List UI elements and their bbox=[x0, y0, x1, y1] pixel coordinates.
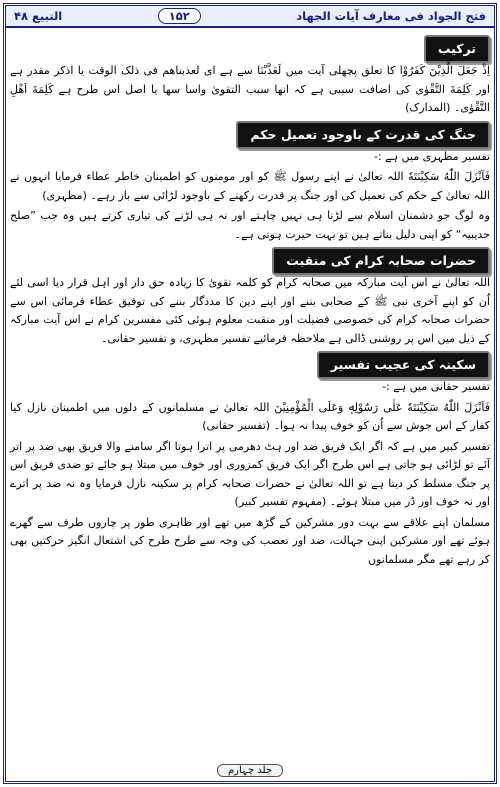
section-paragraph: وہ لوگ جو دشمنان اسلام سے لڑنا ہی نہیں چاہتے اور نہ ہی لڑنے کی تیاری کرتے ہیں وہ جب ”صلح حدیبیہ“ کو اپنی دلیل بناتے ہیں تو بہت حیرت ہوتی ہے۔ bbox=[10, 209, 490, 241]
volume-label: جلد چہارم bbox=[217, 764, 283, 777]
section-heading-jang-ki-qudrat: جنگ کی قدرت کے باوجود تعمیل حکم bbox=[10, 121, 490, 145]
section-paragraph: تفسیر کبیر میں ہے کہ اگر ایک فریق ضد اور ہٹ دھرمی پر اترا ہوتا اگر سامنے والا فریق بھی ضد پر اتر آئے تو لڑائی ہو جاتی ہے اس طرح اگر ایک فریق کمزوری اور خوف میں مبتلا ہو جائے تو ضدی فریق اس پر جنگ مسلط کر دیتا ہے تو اللہ تعالیٰ نے حضرات صحابہ کرام پر سکینہ نازل فرمایا وہ نہ ضد پر اترے اور نہ خوف اور ڈر میں مبتلا ہوئے۔ (مفہوم تفسیر کبیر) bbox=[10, 439, 490, 508]
section-heading-sahaba-manqabat: حضرات صحابہ کرام کی منقبت bbox=[10, 247, 490, 271]
section-heading-tarkeeb: ترکیب bbox=[10, 35, 490, 59]
page-number: ۱۵۲ bbox=[158, 8, 201, 24]
section-paragraph: تفسیر مظہری میں ہے :- bbox=[373, 149, 490, 163]
book-title: فتح الجواد فی معارف آیات الجهاد bbox=[296, 9, 486, 23]
section-paragraph: مسلمان اپنے علاقے سے بہت دور مشرکین کے گڑھ میں تھے اور ظاہری طور پر چاروں طرف سے گھرے ہوئے تھے اور مشرکین اپنی جہالت، ضد اور تعصب کی وجہ سے طرح طرح کی اشتعال انگیز حرکتیں بھی کر رہے تھے مگر مسلمانوں bbox=[10, 515, 490, 566]
section-paragraph: فَاَنْزَلَ اللّٰهُ سَكِیْنَتَهٗ عَلٰى رَسُوْلِهٖ وَعَلَى الْمُؤْمِنِیْنَ اللہ تعالیٰ نے مسلمانوں کے دلوں میں اطمینان نازل کیا کفار کے اس جوش سے اُن کو خوف پیدا نہ ہوا۔ (تفسیر حقانی) bbox=[10, 400, 490, 432]
section-paragraph: اللہ تعالیٰ نے اس آیت مبارکہ میں صحابہ کرام کو کلمہ تقویٰ کا زیادہ حق دار اور اہل قرار دیا اسی لئے اُن کو اپنے آخری نبی ﷺ کے صحابی بننے اور اپنے دین کا مددگار بننے کی توفیق عطاء فرمائی اس سے حضرات صحابہ کرام کی خصوصی فضیلت اور منقبت معلوم ہوئی کئی مفسرین کرام نے اس آیت مبارکہ کے ذیل میں اس پر روشنی ڈالی ہے ملاحظہ فرمائیے تفسیر مظہری، و تفسیر حقانی۔ bbox=[10, 276, 490, 345]
running-header bbox=[6, 6, 494, 28]
header-left-label: التبیع ۴۸ bbox=[14, 9, 63, 23]
section-paragraph: اِذْ جَعَلَ الَّذِیْنَ كَفَرُوْا کا تعلق پچھلی آیت میں لَعَذَّبْنَا سے ہے ای لعذبناھم فی ذلک الوقت یا اذکر مقدر ہے اور كَلِمَةَ التَّقْوٰى کی اضافت سببی ہے کہ انھا سبب التقویٰ واسا سھا یا اصل اس طرح ہے كَلِمَةَ اَهْلِ التَّقْوٰى۔ (المدارک) bbox=[10, 64, 490, 114]
page-footer bbox=[0, 764, 500, 777]
section-heading-sakina-tafseer: سکینہ کی عجیب تفسیر bbox=[10, 351, 490, 375]
page-body bbox=[10, 32, 490, 762]
section-paragraph: تفسیر حقانی میں ہے :- bbox=[382, 380, 490, 393]
section-paragraph: فَاَنْزَلَ اللّٰهُ سَكِیْنَتَهٗ اللہ تعالیٰ نے اپنے رسول ﷺ کو اور مومنوں کو اطمینان خاطر عطاء فرمایا انہوں نے اللہ تعالیٰ کے حکم کی تعمیل کی اور جنگ پر قدرت رکھنے کے باوجود لڑائی سے باز رہے۔ (مظہری) bbox=[10, 170, 490, 202]
